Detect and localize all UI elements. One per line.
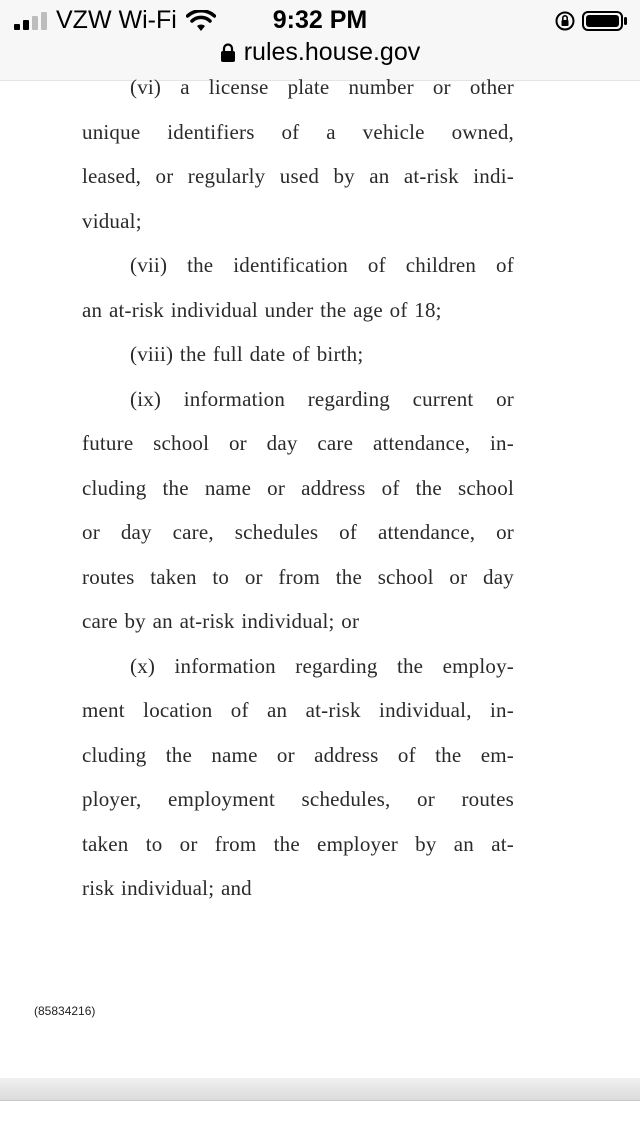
document-line (82, 461, 514, 506)
document-word: (ix) (130, 386, 162, 411)
document-word: at-risk (305, 698, 361, 722)
document-word: the (396, 653, 424, 678)
document-word: individual, (379, 698, 472, 722)
document-word: cluding (82, 742, 147, 767)
document-word: address (301, 475, 366, 500)
document-word: by (124, 609, 146, 633)
document-word: (viii) (130, 342, 174, 366)
document-word: schedules (234, 520, 319, 544)
document-word: unique (82, 119, 141, 144)
document-word: (x) (130, 653, 156, 678)
document-word: or (155, 164, 174, 188)
document-word: an (267, 698, 288, 722)
document-word: care (82, 609, 118, 633)
document-word: other (469, 75, 514, 99)
document-word: care (317, 431, 354, 455)
document-word: by (333, 164, 355, 188)
document-word: to (212, 564, 230, 589)
document-word: taken (150, 564, 197, 589)
document-word: a (180, 75, 190, 99)
document-word: employment (168, 787, 275, 811)
document-word: the (179, 342, 207, 366)
toolbar-divider (0, 1078, 640, 1101)
document-word: at-risk (179, 609, 235, 633)
document-line (82, 416, 514, 461)
document-code: (85834216) (34, 1004, 96, 1018)
document-word: (vii) (130, 253, 168, 277)
document-word: owned, (451, 119, 514, 144)
document-word: address (314, 742, 379, 767)
document-line (82, 683, 514, 728)
document-word: or (496, 386, 514, 411)
document-word: of (389, 297, 408, 322)
document-word: or (244, 564, 263, 589)
document-word: identifiers (167, 119, 255, 144)
document-word: of (292, 342, 310, 366)
document-word: at- (491, 831, 514, 856)
document-word: the (162, 475, 189, 500)
document-word: an (369, 164, 390, 188)
document-word: ment (82, 698, 125, 722)
document-word: day (483, 564, 514, 589)
document-word: individual (170, 297, 258, 322)
document-word: of (397, 742, 416, 767)
document-word: and (220, 876, 252, 900)
document-word: attendance, (377, 520, 476, 544)
document-word: an (453, 831, 474, 856)
document-word: cluding (82, 475, 147, 500)
document-word: employer (317, 831, 398, 856)
document-word: an (82, 297, 103, 322)
document-word: or (82, 520, 100, 544)
document-line (82, 817, 514, 862)
document-word: or (417, 787, 435, 811)
document-word: school (377, 564, 434, 589)
document-word: or (449, 564, 468, 589)
document-word: identification (233, 253, 348, 277)
document-line (82, 639, 514, 684)
document-word: current (412, 386, 474, 411)
document-word: vidual; (82, 208, 142, 233)
document-line (82, 772, 514, 817)
document-line (82, 505, 514, 550)
document-word: or (276, 742, 295, 767)
document-word: or (496, 520, 514, 544)
document-word: at-risk (403, 164, 459, 188)
document-line (82, 105, 514, 150)
document-word: of (281, 119, 300, 144)
document-word: ployer, (82, 787, 142, 811)
document-word: or (228, 431, 247, 455)
document-word: day (120, 520, 152, 544)
document-word: school (457, 475, 514, 500)
document-word: or (267, 475, 286, 500)
document-word: name (204, 475, 252, 500)
document-word: 18; (414, 297, 442, 322)
document-word: to (145, 831, 163, 856)
document-word: information (183, 386, 286, 411)
document-word: taken (82, 831, 129, 856)
document-word: location (143, 698, 213, 722)
document-word: routes (461, 787, 514, 811)
document-word: future (82, 431, 134, 455)
document-word: the (273, 831, 300, 856)
document-word: an (152, 609, 173, 633)
document-line (82, 149, 514, 194)
document-word: license (208, 75, 269, 99)
document-word: the (320, 297, 347, 322)
document-word: used (279, 164, 320, 188)
document-word: risk (82, 876, 115, 900)
document-word: the (415, 475, 442, 500)
document-word: schedules, (301, 787, 391, 811)
rotation-lock-icon (554, 10, 576, 32)
document-word: age (353, 297, 383, 322)
document-word: the (335, 564, 362, 589)
document-word: plate (287, 75, 330, 99)
document-word: regarding (295, 653, 378, 678)
bottom-toolbar (0, 1078, 640, 1136)
document-word: regarding (307, 386, 390, 411)
document-word: or (432, 75, 451, 99)
document-word: regularly (187, 164, 266, 188)
document-word: at-risk (108, 297, 165, 322)
document-line (82, 283, 514, 328)
document-word: of (339, 520, 358, 544)
document-word: name (211, 742, 258, 767)
battery-icon (582, 11, 628, 31)
document-line (82, 238, 514, 283)
document-word: individual; (121, 876, 215, 900)
document-line (82, 60, 514, 105)
document-word: by (415, 831, 437, 856)
document-line (82, 372, 514, 417)
clock: 9:32 PM (272, 6, 368, 34)
document-word: care, (172, 520, 214, 544)
document-line (82, 194, 514, 239)
document-word: date (249, 342, 286, 366)
document-word: of (496, 253, 514, 277)
document-word: individual; (241, 609, 335, 633)
document-word: em- (480, 742, 514, 767)
document-word: from (214, 831, 257, 856)
document-word: the (435, 742, 462, 767)
document-line (82, 861, 514, 906)
document-word: attendance, (372, 431, 471, 455)
document-word: in- (490, 698, 514, 722)
document-word: indi- (473, 164, 514, 188)
document-body (82, 60, 514, 906)
document-line (82, 550, 514, 595)
document-word: day (266, 431, 298, 455)
url-text: rules.house.gov (243, 38, 421, 66)
document-word: leased, (82, 164, 142, 188)
document-word: a (326, 119, 336, 144)
document-word: in- (489, 431, 514, 455)
carrier-label: VZW Wi-Fi (56, 6, 177, 34)
document-word: or (179, 831, 198, 856)
document-word: vehicle (362, 119, 425, 144)
document-word: of (381, 475, 400, 500)
document-word: the (187, 253, 214, 277)
document-word: under (264, 297, 314, 322)
document-word: information (174, 653, 276, 678)
document-word: from (278, 564, 321, 589)
document-line (82, 728, 514, 773)
document-line (82, 594, 514, 639)
document-word: school (153, 431, 210, 455)
document-word: of (230, 698, 249, 722)
document-word: the (165, 742, 192, 767)
document-word: of (367, 253, 386, 277)
document-word: employ- (442, 653, 514, 678)
document-line (82, 327, 514, 372)
document-word: routes (82, 564, 135, 589)
document-word: or (341, 609, 360, 633)
document-word: (vi) (130, 75, 162, 99)
document-word: children (405, 253, 477, 277)
document-word: birth; (316, 342, 364, 366)
document-word: number (348, 75, 414, 99)
document-word: full (212, 342, 243, 366)
